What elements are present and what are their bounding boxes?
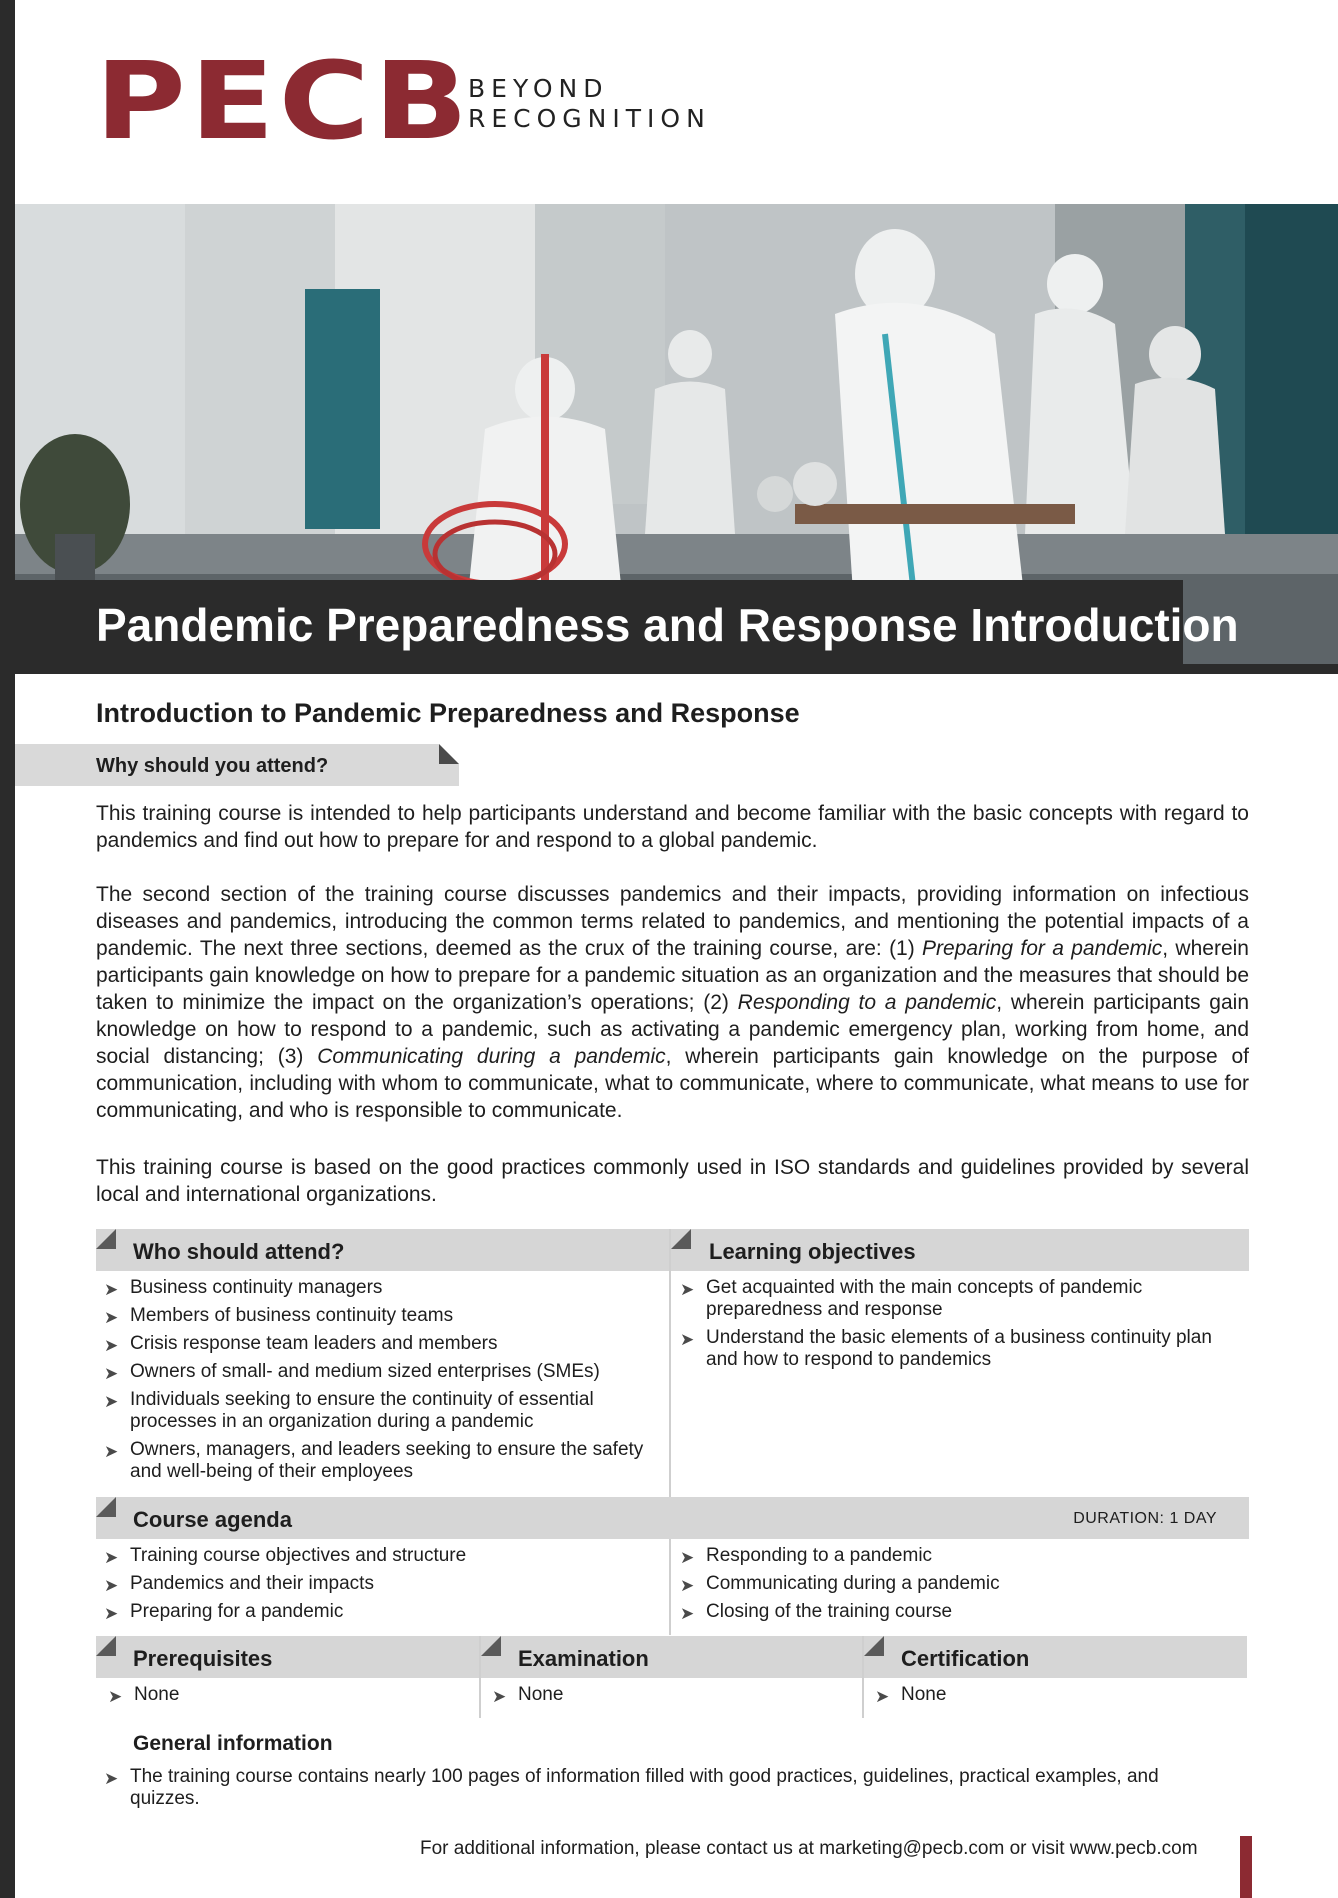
list-item-text: Owners of small- and medium sized enterprises (SMEs) (130, 1361, 600, 1382)
tagline-line-2: RECOGNITION (468, 104, 711, 133)
agenda-list-right (672, 1545, 1232, 1629)
certification-heading: Certification (901, 1646, 1030, 1671)
footer-accent-bar (1240, 1836, 1252, 1898)
who-attend-heading: Who should attend? (133, 1239, 345, 1264)
list-item (96, 1277, 656, 1299)
list-item (672, 1277, 1247, 1321)
corner-fold-icon (439, 744, 459, 764)
list-item (484, 1684, 844, 1706)
footer-contact: For additional information, please contact us at marketing@pecb.com or visit www.pecb.com (420, 1838, 1198, 1859)
p2-text-c: , wherein participants gain knowledge on how to prepare for a pandemic situation as an organization and the measures that should be taken to minimize the impact on the organization’s operations; (2) (96, 937, 1249, 1014)
arrow-bullet-icon: ➤ (104, 1364, 119, 1383)
list-item-text: Get acquainted with the main concepts of pandemic preparedness and response (706, 1277, 1143, 1320)
arrow-bullet-icon: ➤ (680, 1280, 695, 1299)
arrow-bullet-icon: ➤ (680, 1330, 695, 1349)
pecb-logo (95, 40, 473, 164)
arrow-bullet-icon: ➤ (104, 1392, 119, 1411)
left-edge-bar (0, 0, 15, 1898)
logo-tagline (468, 74, 711, 134)
why-attend-paragraph-1: This training course is intended to help participants understand and become familiar with the basic concepts with regard to pandemics and find out how to prepare for and respond to a global pandemic. (96, 802, 1249, 852)
list-item-text: Pandemics and their impacts (130, 1573, 374, 1594)
list-item-text: Responding to a pandemic (706, 1545, 933, 1566)
why-attend-paragraph-3: This training course is based on the good practices commonly used in ISO standards and guidelines provided by several local and international organizations. (96, 1156, 1249, 1206)
prerequisites-list (100, 1684, 460, 1712)
list-item-text: None (518, 1684, 564, 1705)
certification-list (867, 1684, 1227, 1712)
prerequisites-heading: Prerequisites (133, 1646, 273, 1671)
list-item-text: Owners, managers, and leaders seeking to ensure the safety and well-being of their employees (130, 1439, 644, 1482)
tagline-line-1: BEYOND (468, 74, 609, 103)
corner-fold-icon (671, 1229, 691, 1249)
course-agenda-heading: Course agenda (133, 1507, 292, 1532)
list-item-text: None (134, 1684, 180, 1705)
list-item-text: Members of business continuity teams (130, 1305, 454, 1326)
learning-objectives-heading: Learning objectives (709, 1239, 916, 1264)
list-item (672, 1573, 1232, 1595)
list-item-text: Training course objectives and structure (130, 1545, 467, 1566)
arrow-bullet-icon: ➤ (680, 1576, 695, 1595)
arrow-bullet-icon: ➤ (104, 1336, 119, 1355)
list-item-text: Communicating during a pandemic (706, 1573, 1000, 1594)
logo-wordmark: PECB (95, 40, 473, 164)
arrow-bullet-icon: ➤ (104, 1280, 119, 1299)
list-item (96, 1305, 656, 1327)
corner-fold-icon (481, 1636, 501, 1656)
arrow-bullet-icon: ➤ (104, 1442, 119, 1461)
list-item (96, 1439, 656, 1483)
column-divider (669, 1539, 671, 1635)
arrow-bullet-icon: ➤ (875, 1687, 890, 1706)
list-item (672, 1327, 1247, 1371)
why-attend-heading: Why should you attend? (96, 755, 329, 777)
list-item-text: Individuals seeking to ensure the continuity of essential processes in an organization during a pandemic (130, 1389, 594, 1432)
corner-fold-icon (96, 1497, 116, 1517)
p2-emphasis-responding: Responding to a pandemic (737, 991, 997, 1014)
list-item (672, 1545, 1232, 1567)
learning-objectives-list (672, 1277, 1247, 1377)
list-item (867, 1684, 1227, 1706)
corner-fold-icon (96, 1636, 116, 1656)
list-item (672, 1601, 1232, 1623)
general-information-list (96, 1766, 1206, 1816)
arrow-bullet-icon: ➤ (104, 1548, 119, 1567)
why-attend-paragraph-2 (96, 881, 1249, 1124)
arrow-bullet-icon: ➤ (680, 1548, 695, 1567)
list-item-text: The training course contains nearly 100 pages of information filled with good practices, guidelines, practical examples, and quizzes. (130, 1766, 1159, 1809)
list-item (96, 1389, 656, 1433)
p2-text-g: , wherein participants gain knowledge on the purpose of communication, including with whom to communicate, what to communicate, where to communicate, what means to use for communicating, and who is responsible to communicate. (96, 1045, 1249, 1122)
list-item (96, 1545, 656, 1567)
list-item (96, 1766, 1206, 1810)
list-item-text: Preparing for a pandemic (130, 1601, 344, 1622)
list-item (96, 1601, 656, 1623)
duration-label: DURATION: 1 DAY (1073, 1510, 1217, 1527)
title-band-strip (1183, 664, 1338, 674)
page-subtitle: Introduction to Pandemic Preparedness and Response (96, 698, 800, 728)
p2-text-a: The second section of the training course discusses pandemics and their impacts, providing information on infectious diseases and pandemics, introducing the common terms related to pandemics, and mentioning the potential impacts of a pandemic. The next three sections, deemed as the crux of the training course, are: (1) (96, 883, 1249, 960)
list-item-text: Understand the basic elements of a business continuity plan and how to respond to pandemics (706, 1327, 1212, 1370)
list-item (100, 1684, 460, 1706)
arrow-bullet-icon: ➤ (104, 1769, 119, 1788)
p2-emphasis-communicating: Communicating during a pandemic (317, 1045, 666, 1068)
arrow-bullet-icon: ➤ (104, 1576, 119, 1595)
list-item-text: Crisis response team leaders and members (130, 1333, 498, 1354)
arrow-bullet-icon: ➤ (108, 1687, 123, 1706)
agenda-list-left (96, 1545, 656, 1629)
p2-text-e: , wherein participants gain knowledge on how to respond to a pandemic, such as activating a pandemic emergency plan, working from home, and social distancing; (3) (96, 991, 1249, 1068)
arrow-bullet-icon: ➤ (104, 1604, 119, 1623)
arrow-bullet-icon: ➤ (492, 1687, 507, 1706)
arrow-bullet-icon: ➤ (104, 1308, 119, 1327)
examination-list (484, 1684, 844, 1712)
examination-heading: Examination (518, 1646, 649, 1671)
list-item-text: None (901, 1684, 947, 1705)
corner-fold-icon (96, 1229, 116, 1249)
p2-emphasis-preparing: Preparing for a pandemic (922, 937, 1163, 960)
list-item-text: Business continuity managers (130, 1277, 383, 1298)
list-item (96, 1333, 656, 1355)
list-item (96, 1573, 656, 1595)
arrow-bullet-icon: ➤ (680, 1604, 695, 1623)
who-attend-list (96, 1277, 656, 1489)
corner-fold-icon (864, 1636, 884, 1656)
list-item-text: Closing of the training course (706, 1601, 953, 1622)
general-information-heading: General information (133, 1732, 333, 1755)
page-title: Pandemic Preparedness and Response Introduction (96, 599, 1239, 651)
list-item (96, 1361, 656, 1383)
